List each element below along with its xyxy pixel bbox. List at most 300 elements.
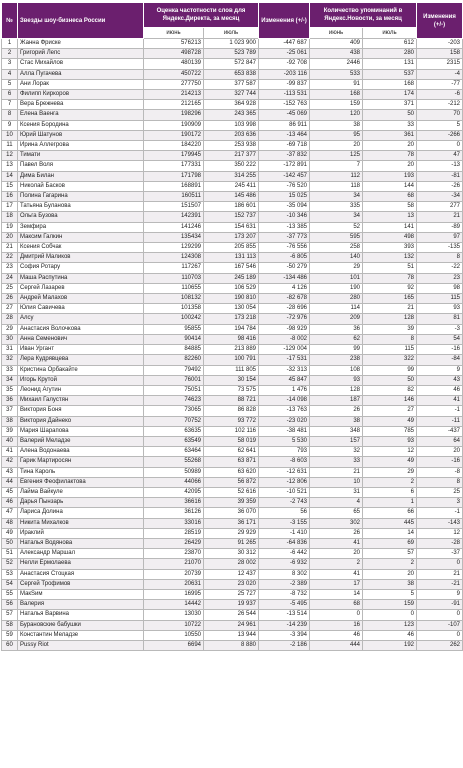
news-june-value: 348 (310, 426, 363, 436)
table-row (2, 100, 463, 110)
celebrity-name: Иван Ургант (18, 345, 144, 355)
direct-july-value: 91 265 (204, 538, 259, 548)
direct-june-value: 90414 (144, 334, 204, 344)
direct-july-value: 167 546 (204, 263, 259, 273)
direct-change-value: -10 346 (259, 212, 310, 222)
row-number: 16 (2, 192, 18, 202)
table-row (2, 171, 463, 181)
celebrity-name: Валерия (18, 600, 144, 610)
direct-change-value: -6 932 (259, 559, 310, 569)
news-change-value: -6 (417, 90, 463, 100)
direct-june-value: 16995 (144, 589, 204, 599)
news-change-value: 0 (417, 141, 463, 151)
celebrity-name: Юрий Шатунов (18, 130, 144, 140)
direct-july-value: 52 616 (204, 487, 259, 497)
celebrity-name: Дмитрий Маликов (18, 253, 144, 263)
row-number: 29 (2, 324, 18, 334)
direct-change-value: -45 069 (259, 110, 310, 120)
direct-june-value: 171798 (144, 171, 204, 181)
table-row (2, 294, 463, 304)
news-change-value: 9 (417, 365, 463, 375)
direct-july-value: 63 620 (204, 467, 259, 477)
news-june-value: 409 (310, 39, 363, 49)
direct-june-value: 117267 (144, 263, 204, 273)
direct-change-value: 56 (259, 508, 310, 518)
table-row (2, 192, 463, 202)
row-number: 43 (2, 467, 18, 477)
news-july-value: 174 (363, 90, 417, 100)
direct-june-value: 160511 (144, 192, 204, 202)
direct-june-value: 450722 (144, 69, 204, 79)
direct-june-value: 79492 (144, 365, 204, 375)
news-june-value: 65 (310, 508, 363, 518)
news-june-value: 112 (310, 171, 363, 181)
direct-july-value: 62 641 (204, 447, 259, 457)
table-row (2, 610, 463, 620)
table-row (2, 518, 463, 528)
celebrity-name: София Ротару (18, 263, 144, 273)
news-change-value: -34 (417, 192, 463, 202)
celebrity-name: Игорь Крутой (18, 375, 144, 385)
row-number: 48 (2, 518, 18, 528)
news-june-value: 128 (310, 385, 363, 395)
direct-change-value: -12 806 (259, 477, 310, 487)
direct-change-value: -23 020 (259, 416, 310, 426)
table-row (2, 314, 463, 324)
row-number: 42 (2, 457, 18, 467)
direct-june-value: 214213 (144, 90, 204, 100)
celebrity-name: Наталья Водянова (18, 538, 144, 548)
direct-change-value: 45 847 (259, 375, 310, 385)
news-june-value: 444 (310, 640, 363, 650)
header-number: № (2, 3, 18, 39)
direct-change-value: -32 313 (259, 365, 310, 375)
news-june-value: 20 (310, 549, 363, 559)
direct-july-value: 217 377 (204, 151, 259, 161)
table-row (2, 345, 463, 355)
celebrity-name: Дима Билан (18, 171, 144, 181)
direct-june-value: 26429 (144, 538, 204, 548)
table-header (2, 3, 463, 39)
direct-change-value: -8 603 (259, 457, 310, 467)
direct-july-value: 173 218 (204, 314, 259, 324)
direct-july-value: 523 789 (204, 49, 259, 59)
direct-july-value: 103 998 (204, 120, 259, 130)
news-june-value: 41 (310, 538, 363, 548)
celebrity-name: Михаил Галустян (18, 396, 144, 406)
direct-july-value: 190 810 (204, 294, 259, 304)
direct-july-value: 8 880 (204, 640, 259, 650)
direct-june-value: 101358 (144, 304, 204, 314)
direct-change-value: 1 476 (259, 385, 310, 395)
row-number: 41 (2, 447, 18, 457)
news-july-value: 785 (363, 426, 417, 436)
news-july-value: 612 (363, 39, 417, 49)
celebrity-name: Алена Водонаева (18, 447, 144, 457)
news-july-value: 38 (363, 579, 417, 589)
celebrity-name: Лариса Долина (18, 508, 144, 518)
direct-july-value: 131 113 (204, 253, 259, 263)
news-july-value: 50 (363, 110, 417, 120)
table-row (2, 69, 463, 79)
news-july-value: 46 (363, 630, 417, 640)
direct-change-value: -203 116 (259, 69, 310, 79)
news-july-value: 192 (363, 640, 417, 650)
direct-june-value: 124308 (144, 253, 204, 263)
row-number: 23 (2, 263, 18, 273)
news-july-value: 51 (363, 263, 417, 273)
table-row (2, 39, 463, 49)
news-change-value: 158 (417, 49, 463, 59)
table-row (2, 222, 463, 232)
news-change-value: 9 (417, 589, 463, 599)
header-news-july: июль (363, 28, 417, 39)
news-july-value: 2 (363, 559, 417, 569)
news-change-value: 93 (417, 304, 463, 314)
news-change-value: -16 (417, 345, 463, 355)
direct-june-value: 190909 (144, 120, 204, 130)
news-change-value: -143 (417, 518, 463, 528)
news-july-value: 49 (363, 457, 417, 467)
table-row (2, 161, 463, 171)
news-july-value: 68 (363, 192, 417, 202)
table-row (2, 569, 463, 579)
direct-change-value: -17 531 (259, 355, 310, 365)
news-july-value: 58 (363, 202, 417, 212)
direct-change-value: -3 394 (259, 630, 310, 640)
news-june-value: 38 (310, 416, 363, 426)
header-news-change: Изменения (+/-) (417, 3, 463, 39)
table-row (2, 416, 463, 426)
celebrity-name: Павел Воля (18, 161, 144, 171)
row-number: 1 (2, 39, 18, 49)
celebrity-name: Ани Лорак (18, 79, 144, 89)
news-change-value: -21 (417, 579, 463, 589)
celebrity-name: Бурановские бабушки (18, 620, 144, 630)
direct-july-value: 350 222 (204, 161, 259, 171)
celebrity-name: Ираклий (18, 528, 144, 538)
table-row (2, 589, 463, 599)
direct-june-value: 277750 (144, 79, 204, 89)
news-july-value: 1 (363, 498, 417, 508)
table-row (2, 181, 463, 191)
direct-change-value: -72 976 (259, 314, 310, 324)
celebrity-name: Тина Кароль (18, 467, 144, 477)
celebrity-name: Полина Гагарина (18, 192, 144, 202)
news-july-value: 27 (363, 406, 417, 416)
direct-change-value: -447 687 (259, 39, 310, 49)
news-change-value: 3 (417, 498, 463, 508)
news-june-value: 68 (310, 600, 363, 610)
direct-june-value: 100242 (144, 314, 204, 324)
news-june-value: 52 (310, 222, 363, 232)
direct-june-value: 36126 (144, 508, 204, 518)
row-number: 31 (2, 345, 18, 355)
table-row (2, 436, 463, 446)
news-june-value: 16 (310, 620, 363, 630)
direct-june-value: 20739 (144, 569, 204, 579)
news-change-value: -3 (417, 324, 463, 334)
news-july-value: 49 (363, 416, 417, 426)
header-yandex-news: Количество упоминаний в Яндекс.Новости, за месяц (310, 3, 417, 28)
direct-july-value: 26 544 (204, 610, 259, 620)
celebrity-name: Леонид Агутин (18, 385, 144, 395)
news-change-value: -203 (417, 39, 463, 49)
celebrity-name: Дарья Пынзарь (18, 498, 144, 508)
row-number: 25 (2, 283, 18, 293)
table-row (2, 202, 463, 212)
news-change-value: 5 (417, 120, 463, 130)
news-change-value: -22 (417, 263, 463, 273)
news-july-value: 141 (363, 222, 417, 232)
row-number: 8 (2, 110, 18, 120)
news-july-value: 168 (363, 79, 417, 89)
direct-july-value: 23 020 (204, 579, 259, 589)
news-change-value: 8 (417, 253, 463, 263)
celebrity-name: Гарик Мартиросян (18, 457, 144, 467)
news-june-value: 168 (310, 90, 363, 100)
news-july-value: 322 (363, 355, 417, 365)
row-number: 58 (2, 620, 18, 630)
celebrity-name: Анастасия Волочкова (18, 324, 144, 334)
direct-change-value: 15 025 (259, 192, 310, 202)
celebrity-name: Мария Шарапова (18, 426, 144, 436)
news-june-value: 4 (310, 498, 363, 508)
direct-july-value: 203 636 (204, 130, 259, 140)
direct-july-value: 30 312 (204, 549, 259, 559)
news-change-value: -437 (417, 426, 463, 436)
news-july-value: 14 (363, 528, 417, 538)
news-june-value: 140 (310, 253, 363, 263)
row-number: 26 (2, 294, 18, 304)
row-number: 44 (2, 477, 18, 487)
direct-july-value: 327 744 (204, 90, 259, 100)
direct-july-value: 13 944 (204, 630, 259, 640)
news-july-value: 82 (363, 385, 417, 395)
news-july-value: 13 (363, 212, 417, 222)
row-number: 38 (2, 416, 18, 426)
table-row (2, 232, 463, 242)
table-row (2, 151, 463, 161)
row-number: 12 (2, 151, 18, 161)
direct-june-value: 10550 (144, 630, 204, 640)
celebrity-name: Наталья Варвина (18, 610, 144, 620)
row-number: 50 (2, 538, 18, 548)
news-june-value: 32 (310, 447, 363, 457)
direct-change-value: -8 732 (259, 589, 310, 599)
news-july-value: 165 (363, 294, 417, 304)
direct-june-value: 55268 (144, 457, 204, 467)
news-july-value: 66 (363, 508, 417, 518)
direct-july-value: 98 416 (204, 334, 259, 344)
news-june-value: 29 (310, 263, 363, 273)
direct-june-value: 42095 (144, 487, 204, 497)
direct-change-value: -12 631 (259, 467, 310, 477)
row-number: 20 (2, 232, 18, 242)
news-july-value: 115 (363, 345, 417, 355)
row-number: 17 (2, 202, 18, 212)
news-change-value: 54 (417, 334, 463, 344)
row-number: 53 (2, 569, 18, 579)
direct-june-value: 110655 (144, 283, 204, 293)
direct-june-value: 50989 (144, 467, 204, 477)
direct-july-value: 1 023 900 (204, 39, 259, 49)
header-yandex-direct: Оценка частотности слов для Яндекс.Директа, за месяц (144, 3, 259, 28)
celebrity-name: Сергей Трофимов (18, 579, 144, 589)
direct-change-value: -82 678 (259, 294, 310, 304)
row-number: 24 (2, 273, 18, 283)
direct-change-value: -142 457 (259, 171, 310, 181)
direct-change-value: -1 410 (259, 528, 310, 538)
news-july-value: 445 (363, 518, 417, 528)
table-row (2, 273, 463, 283)
row-number: 56 (2, 600, 18, 610)
row-number: 4 (2, 69, 18, 79)
news-june-value: 157 (310, 436, 363, 446)
direct-june-value: 36616 (144, 498, 204, 508)
table-row (2, 90, 463, 100)
row-number: 52 (2, 559, 18, 569)
table-row (2, 508, 463, 518)
table-row (2, 243, 463, 253)
news-change-value: 12 (417, 528, 463, 538)
news-june-value: 20 (310, 141, 363, 151)
direct-june-value: 63464 (144, 447, 204, 457)
news-july-value: 537 (363, 69, 417, 79)
direct-change-value: -13 763 (259, 406, 310, 416)
direct-change-value: -129 004 (259, 345, 310, 355)
direct-june-value: 135434 (144, 232, 204, 242)
table-row (2, 253, 463, 263)
news-july-value: 99 (363, 365, 417, 375)
table-row (2, 324, 463, 334)
news-change-value: -107 (417, 620, 463, 630)
header-news-june: июнь (310, 28, 363, 39)
news-july-value: 280 (363, 49, 417, 59)
news-june-value: 34 (310, 212, 363, 222)
news-june-value: 7 (310, 161, 363, 171)
news-june-value: 258 (310, 243, 363, 253)
news-change-value: -16 (417, 457, 463, 467)
direct-july-value: 106 529 (204, 283, 259, 293)
news-june-value: 101 (310, 273, 363, 283)
row-number: 21 (2, 243, 18, 253)
celebrity-name: Лайма Вайкуле (18, 487, 144, 497)
table-row (2, 120, 463, 130)
celebrity-name: Андрей Малахов (18, 294, 144, 304)
direct-july-value: 111 805 (204, 365, 259, 375)
celebrity-name: Вера Брежнева (18, 100, 144, 110)
news-change-value: 277 (417, 202, 463, 212)
news-change-value: 8 (417, 477, 463, 487)
celebrity-name: Стас Михайлов (18, 59, 144, 69)
news-change-value: 21 (417, 212, 463, 222)
table-row (2, 396, 463, 406)
row-number: 10 (2, 130, 18, 140)
news-change-value: -37 (417, 549, 463, 559)
news-change-value: 23 (417, 273, 463, 283)
direct-june-value: 168891 (144, 181, 204, 191)
row-number: 37 (2, 406, 18, 416)
direct-july-value: 377 587 (204, 79, 259, 89)
table-row (2, 110, 463, 120)
news-change-value: 46 (417, 385, 463, 395)
row-number: 28 (2, 314, 18, 324)
news-change-value: 2315 (417, 59, 463, 69)
row-number: 22 (2, 253, 18, 263)
direct-july-value: 253 938 (204, 141, 259, 151)
celebrity-name: Ирина Аллегрова (18, 141, 144, 151)
news-change-value: -1 (417, 508, 463, 518)
celebrity-name: Лера Кудрявцева (18, 355, 144, 365)
news-july-value: 128 (363, 314, 417, 324)
row-number: 59 (2, 630, 18, 640)
table-row (2, 375, 463, 385)
news-change-value: -81 (417, 171, 463, 181)
news-july-value: 0 (363, 610, 417, 620)
table-row (2, 212, 463, 222)
news-july-value: 8 (363, 334, 417, 344)
row-number: 35 (2, 385, 18, 395)
direct-change-value: -98 929 (259, 324, 310, 334)
direct-june-value: 142391 (144, 212, 204, 222)
news-change-value: 0 (417, 559, 463, 569)
direct-july-value: 213 889 (204, 345, 259, 355)
news-july-value: 78 (363, 151, 417, 161)
table-row (2, 528, 463, 538)
direct-july-value: 24 961 (204, 620, 259, 630)
direct-june-value: 198296 (144, 110, 204, 120)
direct-july-value: 73 575 (204, 385, 259, 395)
celebrity-name: Максим Галкин (18, 232, 144, 242)
table-row (2, 365, 463, 375)
celebrity-name: Кристина Орбакайте (18, 365, 144, 375)
direct-july-value: 12 437 (204, 569, 259, 579)
news-change-value: -212 (417, 100, 463, 110)
celebrity-name: Николай Басков (18, 181, 144, 191)
direct-july-value: 100 791 (204, 355, 259, 365)
row-number: 15 (2, 181, 18, 191)
direct-change-value: -134 486 (259, 273, 310, 283)
news-june-value: 302 (310, 518, 363, 528)
direct-july-value: 58 019 (204, 436, 259, 446)
row-number: 3 (2, 59, 18, 69)
direct-change-value: -76 556 (259, 243, 310, 253)
news-june-value: 533 (310, 69, 363, 79)
news-change-value: -91 (417, 600, 463, 610)
direct-change-value: -37 832 (259, 151, 310, 161)
celebrity-name: Жанна Фриске (18, 39, 144, 49)
direct-june-value: 76001 (144, 375, 204, 385)
news-june-value: 2446 (310, 59, 363, 69)
table-row (2, 538, 463, 548)
news-june-value: 0 (310, 610, 363, 620)
celebrity-name: Ксения Бородина (18, 120, 144, 130)
news-june-value: 595 (310, 232, 363, 242)
news-june-value: 33 (310, 457, 363, 467)
direct-july-value: 186 601 (204, 202, 259, 212)
news-change-value: -8 (417, 467, 463, 477)
celebrity-name: Алсу (18, 314, 144, 324)
table-row (2, 385, 463, 395)
row-number: 51 (2, 549, 18, 559)
direct-june-value: 44066 (144, 477, 204, 487)
news-june-value: 14 (310, 589, 363, 599)
news-change-value: -1 (417, 406, 463, 416)
direct-june-value: 110703 (144, 273, 204, 283)
news-june-value: 438 (310, 49, 363, 59)
direct-july-value: 56 872 (204, 477, 259, 487)
